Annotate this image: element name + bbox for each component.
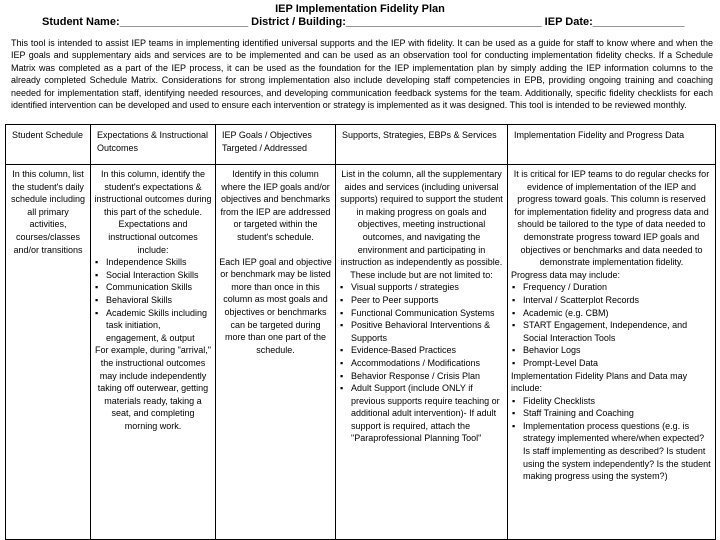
- fidelity-plan-table: [5, 124, 716, 540]
- list-item: ▪ Adult Support (include ONLY if previous supports require teaching or additional adult intervention)- If adult support is required, attach the "Paraprofessional Planning Tool": [339, 382, 504, 445]
- expectations-list: [94, 256, 212, 344]
- intro-paragraph: This tool is intended to assist IEP teams in implementing identified universal supports and the IEP with fidelity. It can be used as a guide for staff to know where and when the IEP goals and supplementary aids and services are to be implemented and can be used as an observation tool for conducting implementation fidelity checks. If a Schedule Matrix was completed as a part of the IEP process, it can be used as the foundation for the IEP implementation plan by simply adding the IEP information columns to the already completed Schedule Matrix. Considerations for strong implementation also include developing staff competencies in EPB, providing ongoing training and coaching needed for implementation staff, identifying needed resources, and developing communication feedback systems for the team. Additionally, specific fidelity checklists for each identified intervention can be developed and used to ensure each intervention or strategy is implemented as it was designed. This tool is intended to be reviewed monthly.: [11, 38, 713, 111]
- header-supports: Supports, Strategies, EBPs & Services: [336, 125, 508, 165]
- fidelity-plans-label: Implementation Fidelity Plans and Data may include:: [511, 370, 688, 394]
- list-item: ▪ Fidelity Checklists: [511, 395, 712, 408]
- fidelity-plans-list: [511, 395, 712, 483]
- list-item: ▪ Evidence-Based Practices: [339, 344, 504, 357]
- list-item: ▪ Interval / Scatterplot Records: [511, 294, 712, 307]
- list-item: ▪ Implementation process questions (e.g. is strategy implemented where/when expected? Is staff implementing as described? Is student using the system independently? Is the student making progress using the system?): [511, 420, 712, 483]
- list-item: ▪ Behavior Response / Crisis Plan: [339, 370, 504, 383]
- fidelity-data-cell: [508, 165, 716, 540]
- list-item: ▪ Staff Training and Coaching: [511, 407, 712, 420]
- supports-intro: List in the column, all the supplementary aides and services (including universal supports) required to support the student in making progress on goals and objectives, meeting instructional outcomes, and navigating the environment and participating in instruction as independently as possible. These include but are not limited to:: [340, 169, 503, 280]
- list-item: ▪ Positive Behavioral Interventions & Supports: [339, 319, 504, 344]
- list-item: ▪ Functional Communication Systems: [339, 307, 504, 320]
- list-item: ▪ Accommodations / Modifications: [339, 357, 504, 370]
- header-expectations: Expectations & Instructional Outcomes: [91, 125, 216, 165]
- list-item: ▪ Behavior Logs: [511, 344, 712, 357]
- supports-cell: [336, 165, 508, 540]
- schedule-cell: [6, 165, 91, 540]
- expectations-example: For example, during "arrival," the instructional outcomes may include independently taking off outerwear, getting materials ready, taking a seat, and completing morning work.: [95, 345, 211, 431]
- expectations-cell: [91, 165, 216, 540]
- header-student-schedule: Student Schedule: [6, 125, 91, 165]
- progress-data-label: Progress data may include:: [511, 269, 621, 280]
- list-item: ▪ Communication Skills: [94, 281, 212, 294]
- table-header-row: [6, 125, 716, 165]
- iep-goals-cell: [216, 165, 336, 540]
- list-item: ▪ Prompt-Level Data: [511, 357, 712, 370]
- header-iep-goals: IEP Goals / Objectives Targeted / Addressed: [216, 125, 336, 165]
- page-title: IEP Implementation Fidelity Plan: [275, 3, 445, 15]
- table-body-row: [6, 165, 716, 540]
- list-item: ▪ Visual supports / strategies: [339, 281, 504, 294]
- list-item: ▪ Independence Skills: [94, 256, 212, 269]
- list-item: ▪ Academic Skills including task initiation, engagement, & output: [94, 307, 212, 345]
- iep-goals-text-1: Identify in this column where the IEP goals and/or objectives and benchmarks from the IEP are addressed or targeted within the student's schedule.: [220, 169, 331, 242]
- iep-goals-text-2: Each IEP goal and objective or benchmark may be listed more than once in this column as most goals and objectives or benchmarks can be targeted during more than one part of the schedule.: [219, 256, 332, 355]
- fidelity-intro: It is critical for IEP teams to do regular checks for evidence of implementation of the IEP and progress toward goals. This column is reserved for implementation fidelity and progress data and should be tailored to the type of data needed to demonstrate progress toward IEP goals and objectives or benchmarks and data needed to demonstrate implementation fidelity.: [513, 169, 710, 268]
- header-fidelity-data: Implementation Fidelity and Progress Data: [508, 125, 716, 165]
- supports-list: [339, 281, 504, 445]
- list-item: ▪ Peer to Peer supports: [339, 294, 504, 307]
- student-info-line: Student Name:_____________________ District / Building:________________________________ IEP Date:_______________: [42, 16, 685, 28]
- list-item: ▪ Social Interaction Skills: [94, 269, 212, 282]
- list-item: ▪ START Engagement, Independence, and Social Interaction Tools: [511, 319, 712, 344]
- list-item: ▪ Behavioral Skills: [94, 294, 212, 307]
- list-item: ▪ Frequency / Duration: [511, 281, 712, 294]
- progress-data-list: [511, 281, 712, 369]
- expectations-intro: In this column, identify the student's expectations & instructional outcomes during this part of the schedule. Expectations and instructional outcomes include:: [94, 169, 212, 255]
- list-item: ▪ Academic (e.g. CBM): [511, 307, 712, 320]
- schedule-text: In this column, list the student's daily schedule including all primary activities, courses/classes and/or transitions: [10, 169, 86, 255]
